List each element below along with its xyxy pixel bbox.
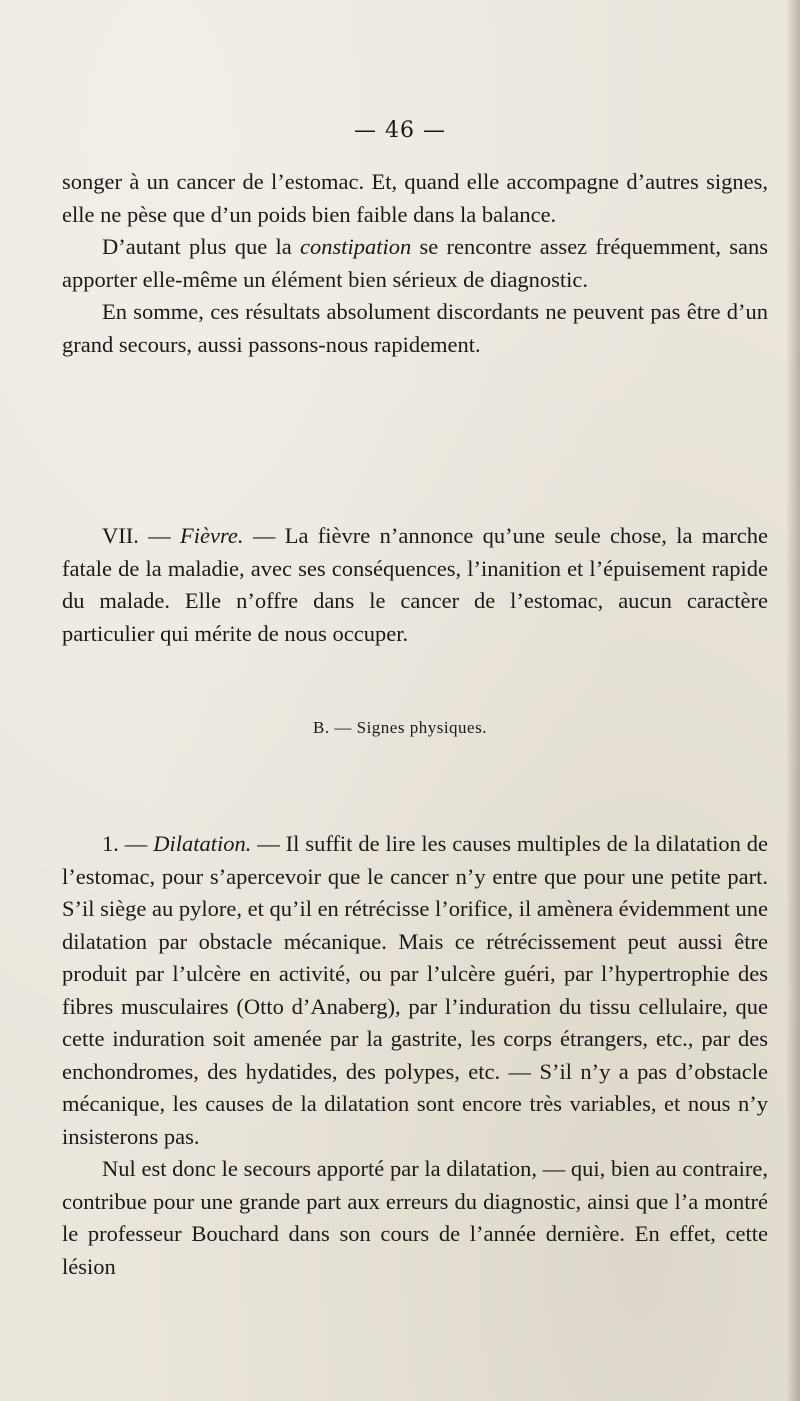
section-title: B. — Signes physiques. [313, 718, 487, 737]
paragraph-fever [62, 520, 768, 650]
italic-term-constipation: constipation [299, 234, 412, 259]
paragraph-text: D’autant plus que la [102, 234, 300, 259]
paragraph-text: se rencontre assez fréquemment, sans apporter elle-même un élément bien sérieux de diagnostic. [62, 234, 769, 292]
italic-heading-dilatation: Dilatation. [153, 831, 252, 856]
paragraph-constipation [62, 231, 768, 296]
paragraph-continuation: songer à un cancer de l’estomac. Et, quand elle accompagne d’autres signes, elle ne pèse que d’un poids bien faible dans la balance. [62, 169, 768, 227]
text-block-fever [62, 520, 768, 650]
paragraph-dilatation [62, 828, 768, 1153]
paragraph-diagnosis-errors: Nul est donc le secours apporté par la dilatation, — qui, bien au contraire, contribue pour une grande part aux erreurs du diagnostic, ainsi que l’a montré le professeur Bouchard dans son cours de l’année dernière. En effet, cette lésion [62, 1156, 768, 1279]
paragraph-text: — La fièvre n’annonce qu’une seule chose, la marche fatale de la maladie, avec ses conséquences, l’inanition et l’épuisement rapide du malade. Elle n’offre dans le cancer de l’estomac, aucun caractère particulier qui mérite de nous occuper. [62, 523, 769, 646]
paragraph-summary: En somme, ces résultats absolument discordants ne peuvent pas être d’un grand secours, aussi passons-nous rapidement. [62, 299, 768, 357]
paragraph-text: VII. — [102, 523, 181, 548]
italic-heading-fever: Fièvre. [180, 523, 244, 548]
page-number: — 46 — [354, 118, 446, 143]
paragraph-text: — Il suffit de lire les causes multiples de la dilatation de l’estomac, pour s’apercevoir que le cancer n’y entre que pour une petite part. S’il siège au pylore, et qu’il en rétrécisse l’orifice, il amènera évidemment une dilatation par obstacle mécanique. Mais ce rétrécissement peut aussi être produit par l’ulcère en activité, ou par l’ulcère guéri, par l’hypertrophie des fibres musculaires (Otto d’Anaberg), par l’induration du tissu cellulaire, que cette induration soit amenée par la gastrite, les corps étrangers, etc., par des enchondromes, des hydatides, des polypes, etc. — S’il n’y a pas d’obstacle mécanique, les causes de la dilatation sont encore très variables, et nous n’y insisterons pas. [62, 831, 768, 1149]
paragraph-text: 1. — [102, 831, 154, 856]
text-block-upper [62, 166, 768, 361]
page-edge-shadow [786, 0, 800, 1401]
text-block-physical-signs [62, 828, 768, 1283]
